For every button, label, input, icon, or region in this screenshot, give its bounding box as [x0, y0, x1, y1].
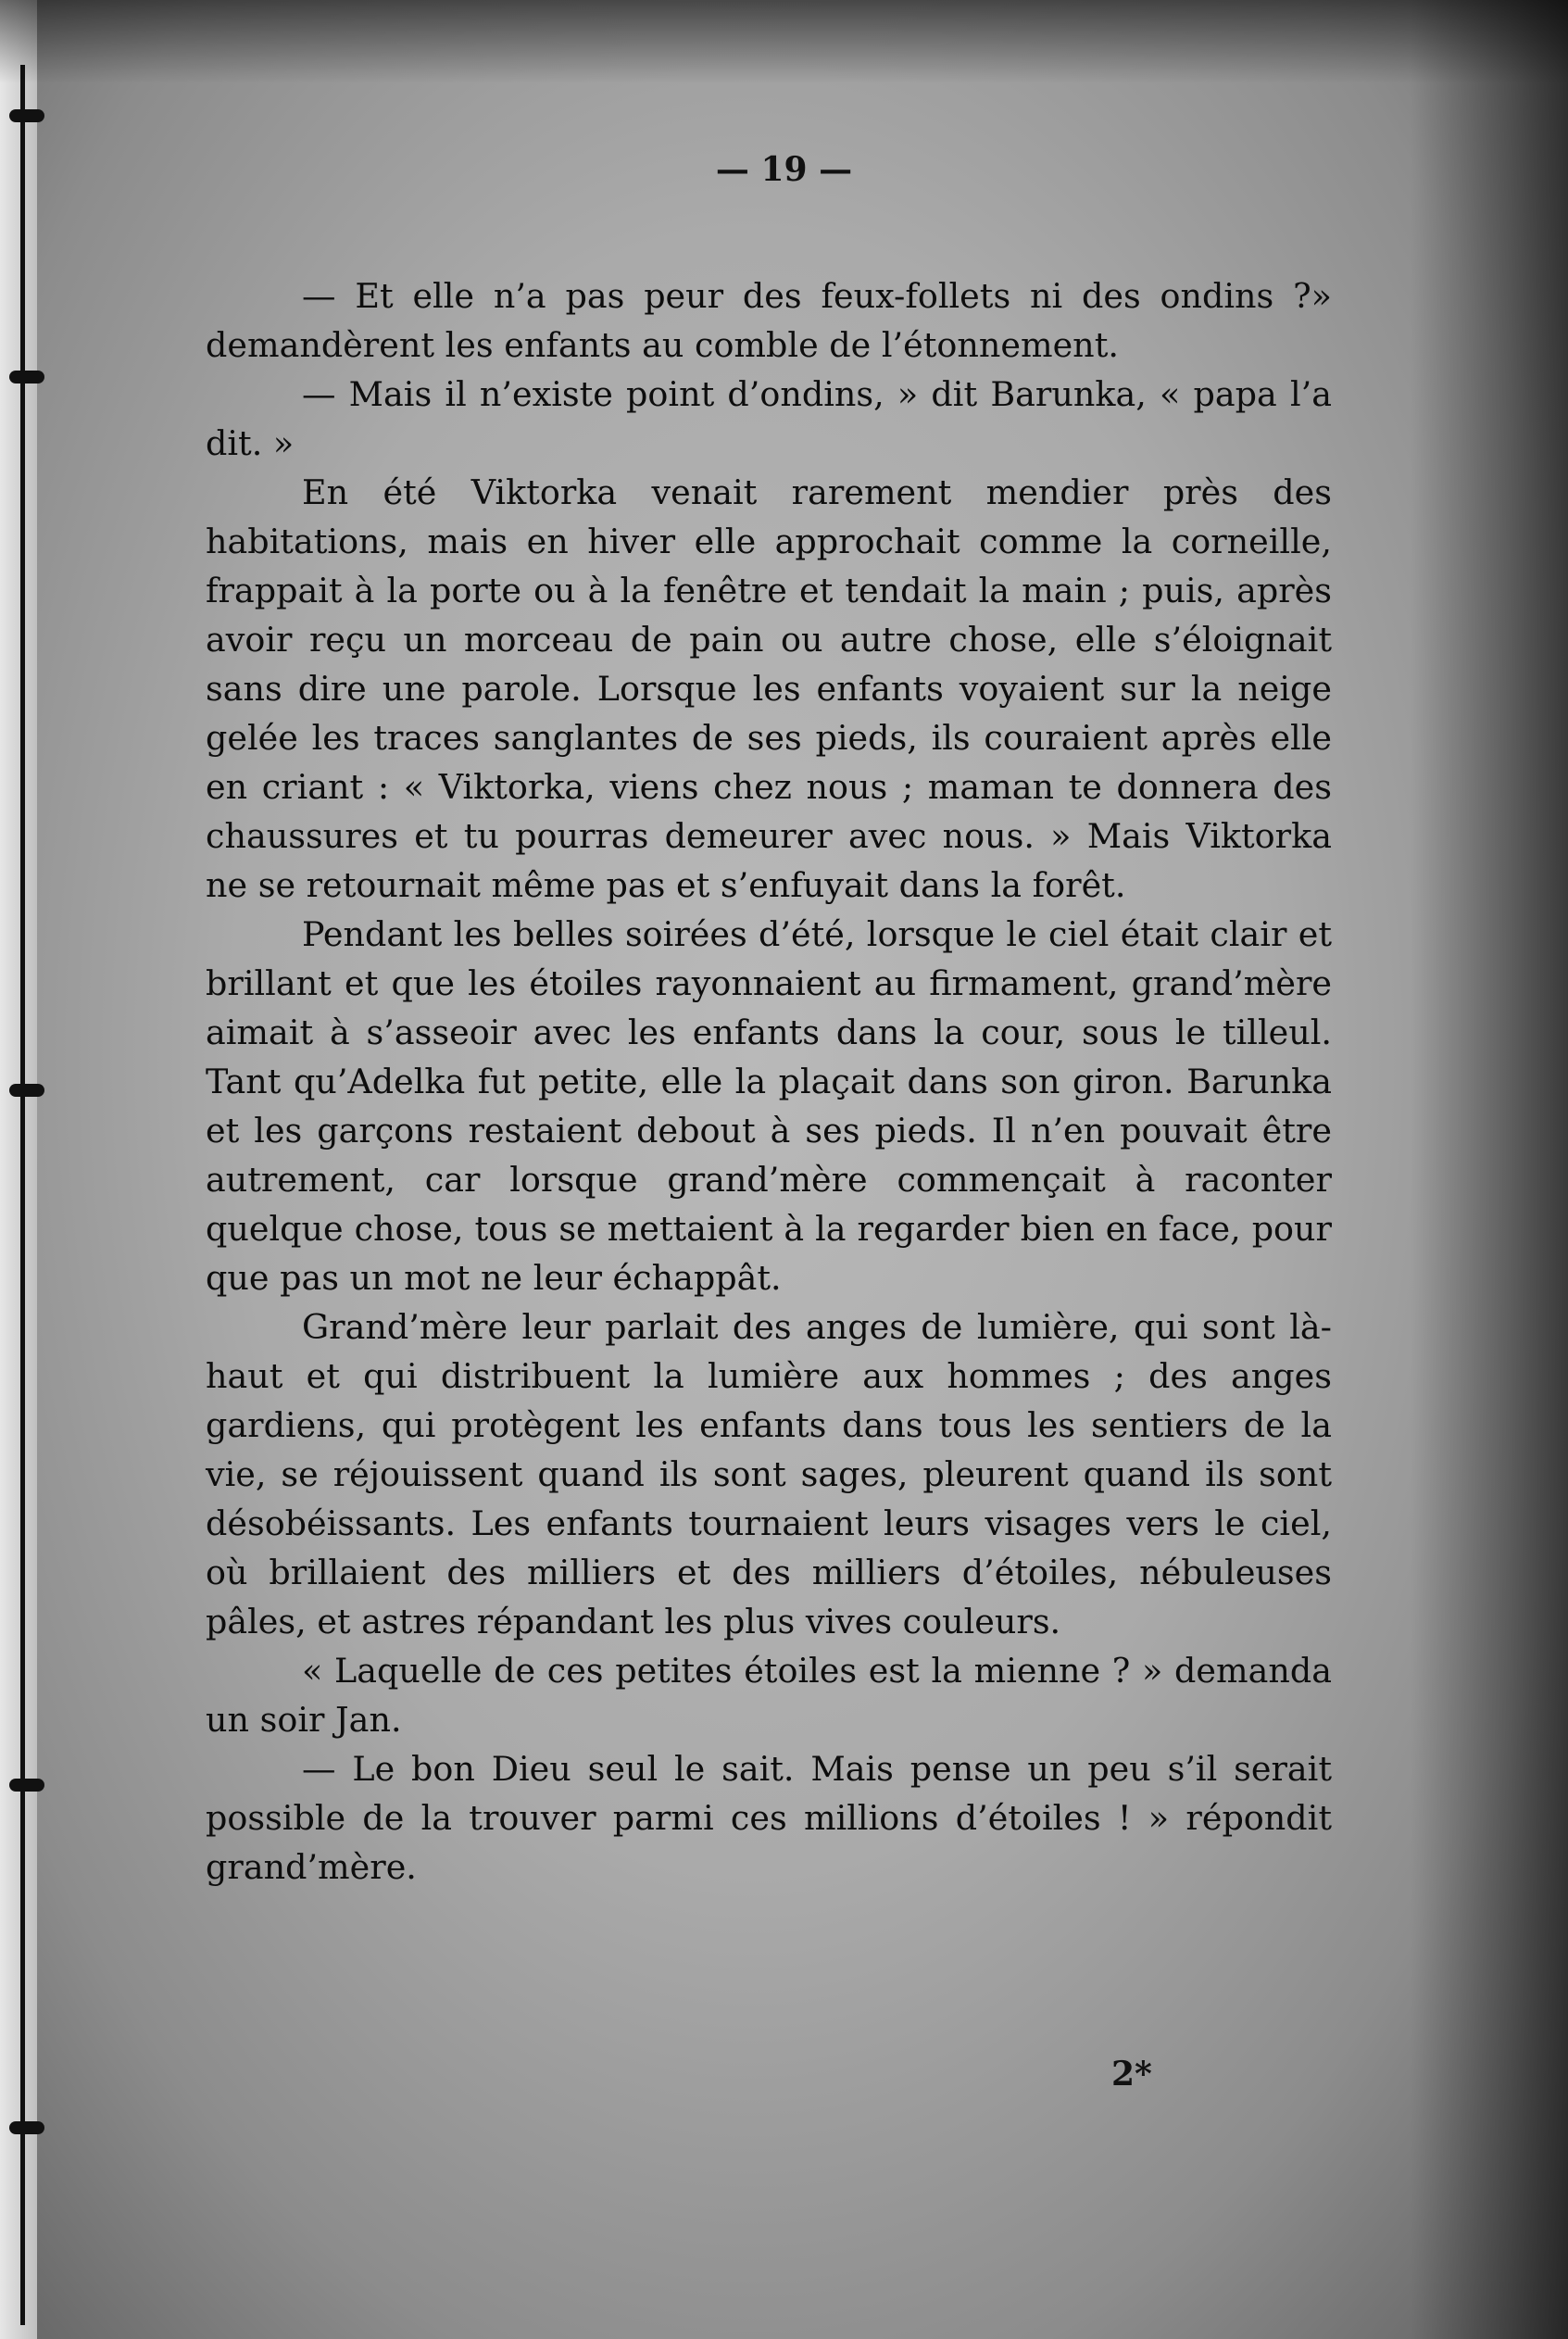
paragraph: — Mais il n’existe point d’ondins, » dit Barunka, « papa l’a dit. »	[206, 374, 1332, 463]
paragraph: Pendant les belles soirées d’été, lorsque le ciel était clair et brillant et que les étoiles rayonnaient au firmament, grand’mère aimait à s’asseoir avec les enfants dans la cour, sous le tilleul. Tant qu’Adelka fut petite, elle la plaçait dans son giron. Barunka et les garçons restaient debout à ses pieds. Il n’en pouvait être autrement, car lorsque grand’mère commençait à raconter quelque chose, tous se mettaient à la regarder bien en face, pour que pas un mot ne leur échappât.	[206, 914, 1332, 1298]
book-spine	[0, 0, 37, 2339]
binding-mark	[9, 109, 44, 122]
body-text	[206, 271, 1332, 1892]
binding-mark	[9, 2121, 44, 2134]
binding-mark	[9, 1084, 44, 1097]
paragraph: Grand’mère leur parlait des anges de lumière, qui sont là-haut et qui distribuent la lumière aux hommes ; des anges gardiens, qui protègent les enfants dans tous les sentiers de la vie, se réjouissent quand ils sont sages, pleurent quand ils sont désobéissants. Les enfants tournaient leurs visages vers le ciel, où brillaient des milliers et des milliers d’étoiles, nébuleuses pâles, et astres répandant les plus vives couleurs.	[206, 1307, 1332, 1641]
binding-mark	[9, 1779, 44, 1792]
binding-mark	[9, 371, 44, 384]
top-shadow	[0, 0, 1568, 83]
paragraph: — Le bon Dieu seul le sait. Mais pense un peu s’il serait possible de la trouver parmi ces millions d’étoiles ! » répondit grand’mère.	[206, 1749, 1332, 1887]
binding-line	[20, 65, 25, 2325]
page-number: — 19 —	[715, 150, 853, 189]
right-edge-shadow	[1411, 0, 1568, 2339]
paragraph: — Et elle n’a pas peur des feux-follets ni des ondins ?» demandèrent les enfants au comble de l’étonnement.	[206, 276, 1332, 365]
printer-signature-mark: 2*	[1111, 2055, 1152, 2094]
paragraph: En été Viktorka venait rarement mendier près des habitations, mais en hiver elle approchait comme la corneille, frappait à la porte ou à la fenêtre et tendait la main ; puis, après avoir reçu un morceau de pain ou autre chose, elle s’éloignait sans dire une parole. Lorsque les enfants voyaient sur la neige gelée les traces sanglantes de ses pieds, ils couraient après elle en criant : « Viktorka, viens chez nous ; maman te donnera des chaussures et tu pourras demeurer avec nous. » Mais Viktorka ne se retournait même pas et s’enfuyait dans la forêt.	[206, 472, 1332, 905]
paragraph: « Laquelle de ces petites étoiles est la mienne ? » demanda un soir Jan.	[206, 1651, 1332, 1740]
